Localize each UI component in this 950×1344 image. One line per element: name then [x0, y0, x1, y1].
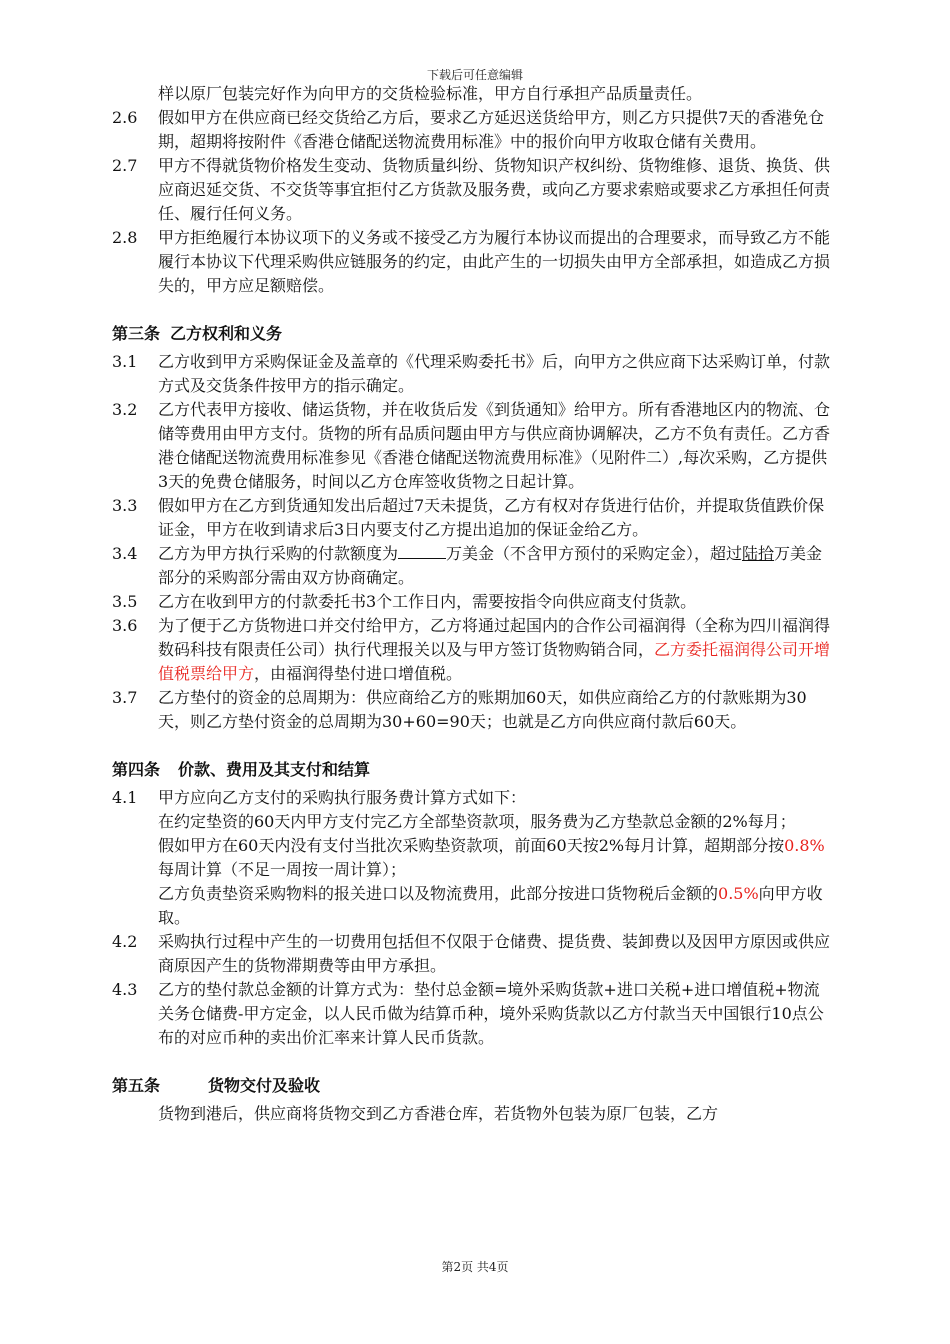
- clause-text: 为了便于乙方货物进口并交付给甲方，乙方将通过起国内的合作公司福润得（全称为四川福润得数码科技有限责任公司）执行代理报关以及与甲方签订货物购销合同，: [158, 616, 831, 659]
- clause-number: 3.1: [112, 352, 138, 371]
- clause-number: 4.2: [112, 932, 138, 951]
- clause-text: 甲方拒绝履行本协议项下的义务或不接受乙方为履行本协议而提出的合理要求，而导致乙方不能履行本协议下代理采购供应链服务的约定，由此产生的一切损失由甲方全部承担，如造成乙方损失的，甲方应足额赔偿。: [158, 228, 831, 295]
- clause-4-1-sub-2: [112, 834, 832, 882]
- continuation-text: 样以原厂包装完好作为向甲方的交货检验标准，甲方自行承担产品质量责任。: [158, 84, 703, 103]
- clause-number: 3.7: [112, 688, 138, 707]
- highlighted-text: 乙方委托福润得公司开增值税票给甲方: [158, 640, 831, 683]
- clause-text: 万美金部分的采购部分需由双方协商确定。: [158, 544, 823, 587]
- clause-number: 3.2: [112, 400, 138, 419]
- clause-text: 乙方垫付的资金的总周期为：供应商给乙方的账期加60天，如供应商给乙方的付款账期为30天，则乙方垫付资金的总周期为30+60=90天；也就是乙方向供应商付款后60天。: [158, 688, 807, 731]
- section-5-heading: [112, 1074, 832, 1098]
- section-number: 第四条: [112, 760, 161, 779]
- page-header: 下载后可任意编辑: [426, 68, 523, 82]
- clause-number: 3.4: [112, 544, 138, 563]
- clause-text: 乙方在收到甲方的付款委托书3个工作日内，需要按指令向供应商支付货款。: [158, 592, 697, 611]
- section-number: 第三条: [112, 324, 161, 343]
- clause-number: 3.3: [112, 496, 138, 515]
- clause-2-6: [112, 106, 832, 154]
- section-title: 乙方权利和义务: [170, 324, 283, 343]
- clause-4-2: [112, 930, 832, 978]
- clause-3-6: [112, 614, 832, 686]
- clause-text: 甲方应向乙方支付的采购执行服务费计算方式如下：: [158, 788, 527, 807]
- clause-text: 万美金（不含甲方预付的采购定金），超过: [446, 544, 743, 563]
- clause-number: 4.1: [112, 788, 138, 807]
- clause-number: 2.6: [112, 108, 138, 127]
- section-number: 第五条: [112, 1076, 161, 1095]
- clause-3-3: [112, 494, 832, 542]
- clause-text: 乙方为甲方执行采购的付款额度为: [158, 544, 399, 563]
- clause-text: 假如甲方在60天内没有支付当批次采购垫资款项，前面60天按2%每月计算，超期部分按: [158, 836, 785, 855]
- clause-number: 3.5: [112, 592, 138, 611]
- clause-number: 3.6: [112, 616, 138, 635]
- clause-text: 向甲方收取。: [158, 884, 823, 927]
- clause-number: 4.3: [112, 980, 138, 999]
- clause-2-7: [112, 154, 832, 226]
- highlighted-rate: 0.8%: [784, 836, 825, 855]
- clause-3-2: [112, 398, 832, 494]
- clause-text: 乙方收到甲方采购保证金及盖章的《代理采购委托书》后，向甲方之供应商下达采购订单，付款方式及交货条件按甲方的指示确定。: [158, 352, 831, 395]
- section-title: 货物交付及验收: [208, 1076, 321, 1095]
- clause-4-3: [112, 978, 832, 1050]
- highlighted-rate: 0.5%: [718, 884, 759, 903]
- clause-number: 2.8: [112, 228, 138, 247]
- clause-text: 乙方负责垫资采购物料的报关进口以及物流费用，此部分按进口货物税后金额的: [158, 884, 719, 903]
- clause-text: ，由福润得垫付进口增值税。: [254, 664, 463, 683]
- clause-4-1-sub-1: 在约定垫资的60天内甲方支付完乙方全部垫资款项，服务费为乙方垫款总金额的2%每月；: [158, 812, 796, 831]
- section-4-heading: [112, 758, 832, 782]
- section-3-heading: [112, 322, 832, 346]
- clause-number: 2.7: [112, 156, 138, 175]
- section-5-text: 货物到港后，供应商将货物交到乙方香港仓库，若货物外包装为原厂包装，乙方: [158, 1104, 719, 1123]
- clause-3-7: [112, 686, 832, 734]
- page-footer: 第2页 共4页: [441, 1260, 509, 1274]
- clause-text: 乙方的垫付款总金额的计算方式为：垫付总金额=境外采购货款+进口关税+进口增值税+物流关务仓储费-甲方定金，以人民币做为结算币种，境外采购货款以乙方付款当天中国银行10点公布的对应币种的卖出价汇率来计算人民币货款。: [158, 980, 824, 1047]
- clause-4-1-sub-3: [112, 882, 832, 930]
- clause-2-8: [112, 226, 832, 298]
- underlined-amount: 陆拾: [742, 544, 775, 563]
- clause-3-4: [112, 542, 832, 590]
- clause-4-1: [112, 786, 832, 810]
- clause-text: 假如甲方在供应商已经交货给乙方后，要求乙方延迟送货给甲方，则乙方只提供7天的香港免仓期，超期将按附件《香港仓储配送物流费用标准》中的报价向甲方收取仓储有关费用。: [158, 108, 825, 151]
- clause-3-5: [112, 590, 832, 614]
- clause-text: 每周计算（不足一周按一周计算）；: [158, 860, 407, 879]
- clause-3-1: [112, 350, 832, 398]
- clause-text: 乙方代表甲方接收、储运货物，并在收货后发《到货通知》给甲方。所有香港地区内的物流、仓储等费用由甲方支付。货物的所有品质问题由甲方与供应商协调解决，乙方不负有责任。乙方香港仓储配送物流费用标准参见《香港仓储配送物流费用标准》（见附件二）,每次采购，乙方提供3天的免费仓储服务，时间以乙方仓库签收货物之日起计算。: [158, 400, 831, 491]
- document-body: [112, 82, 832, 1126]
- clause-text: 甲方不得就货物价格发生变动、货物质量纠纷、货物知识产权纠纷、货物维修、退货、换货、供应商迟延交货、不交货等事宜拒付乙方货款及服务费，或向乙方要求索赔或要求乙方承担任何责任、履行任何义务。: [158, 156, 831, 223]
- clause-text: 采购执行过程中产生的一切费用包括但不仅限于仓储费、提货费、装卸费以及因甲方原因或供应商原因产生的货物滞期费等由甲方承担。: [158, 932, 831, 975]
- clause-text: 假如甲方在乙方到货通知发出后超过7天未提货，乙方有权对存货进行估价，并提取货值跌价保证金，甲方在收到请求后3日内要支付乙方提出追加的保证金给乙方。: [158, 496, 825, 539]
- amount-blank: [398, 544, 446, 559]
- section-title: 价款、费用及其支付和结算: [178, 760, 371, 779]
